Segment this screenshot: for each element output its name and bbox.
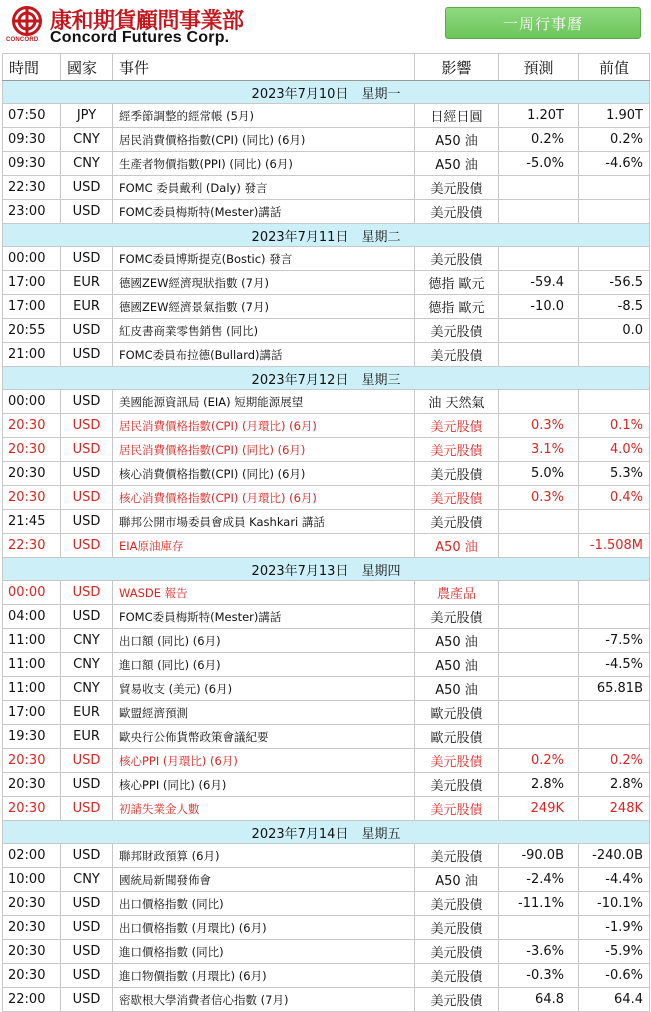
event-previous: 0.2% xyxy=(579,128,650,152)
event-forecast: 64.8 xyxy=(499,988,579,1012)
event-row xyxy=(3,725,650,749)
event-country: USD xyxy=(61,892,113,916)
header-previous: 前值 xyxy=(579,54,650,81)
event-row xyxy=(3,605,650,629)
event-previous xyxy=(579,176,650,200)
event-impact: 美元股債 xyxy=(415,916,499,940)
header-time: 時間 xyxy=(3,54,61,81)
event-previous: 0.0 xyxy=(579,319,650,343)
event-forecast: 2.8% xyxy=(499,773,579,797)
event-forecast xyxy=(499,247,579,271)
event-country: USD xyxy=(61,319,113,343)
event-country: USD xyxy=(61,773,113,797)
event-previous xyxy=(579,247,650,271)
event-impact: 日經日圓 xyxy=(415,104,499,128)
header-event: 事件 xyxy=(113,54,415,81)
event-previous: -56.5 xyxy=(579,271,650,295)
event-previous xyxy=(579,701,650,725)
event-name: 居民消費價格指數(CPI) (同比) (6月) xyxy=(113,128,415,152)
logo-subtext: CONCORD xyxy=(6,37,39,43)
event-forecast xyxy=(499,510,579,534)
header-country: 國家 xyxy=(61,54,113,81)
event-country: EUR xyxy=(61,701,113,725)
event-time: 21:45 xyxy=(3,510,61,534)
event-row xyxy=(3,152,650,176)
event-name: FOMC委員布拉德(Bullard)講話 xyxy=(113,343,415,367)
date-label: 2023年7月14日 星期五 xyxy=(3,821,650,844)
event-name: 核心PPI (月環比) (6月) xyxy=(113,749,415,773)
event-country: CNY xyxy=(61,152,113,176)
event-time: 07:50 xyxy=(3,104,61,128)
event-row xyxy=(3,271,650,295)
event-impact: 美元股債 xyxy=(415,964,499,988)
event-forecast xyxy=(499,343,579,367)
event-country: USD xyxy=(61,534,113,558)
event-row xyxy=(3,200,650,224)
event-country: USD xyxy=(61,964,113,988)
event-impact: 美元股債 xyxy=(415,773,499,797)
event-previous: -1.9% xyxy=(579,916,650,940)
event-previous: -4.6% xyxy=(579,152,650,176)
event-name: 德國ZEW經濟景氣指數 (7月) xyxy=(113,295,415,319)
event-impact: 美元股債 xyxy=(415,797,499,821)
event-impact: 美元股債 xyxy=(415,438,499,462)
event-row xyxy=(3,773,650,797)
event-time: 23:00 xyxy=(3,200,61,224)
event-previous: 2.8% xyxy=(579,773,650,797)
event-forecast xyxy=(499,701,579,725)
event-impact: 美元股債 xyxy=(415,462,499,486)
event-impact: 美元股債 xyxy=(415,510,499,534)
event-impact: 美元股債 xyxy=(415,319,499,343)
event-name: 德國ZEW經濟現狀指數 (7月) xyxy=(113,271,415,295)
event-name: 進口物價指數 (月環比) (6月) xyxy=(113,964,415,988)
event-previous xyxy=(579,343,650,367)
event-row xyxy=(3,844,650,868)
event-name: 美國能源資訊局 (EIA) 短期能源展望 xyxy=(113,390,415,414)
event-impact: 歐元股債 xyxy=(415,725,499,749)
event-name: 經季節調整的經常帳 (5月) xyxy=(113,104,415,128)
event-time: 20:30 xyxy=(3,940,61,964)
event-country: USD xyxy=(61,343,113,367)
event-country: USD xyxy=(61,988,113,1012)
event-country: CNY xyxy=(61,629,113,653)
event-time: 00:00 xyxy=(3,247,61,271)
event-row xyxy=(3,940,650,964)
event-row xyxy=(3,462,650,486)
event-country: USD xyxy=(61,486,113,510)
event-country: CNY xyxy=(61,653,113,677)
table-header-row xyxy=(3,54,650,81)
event-row xyxy=(3,247,650,271)
event-name: 出口價格指數 (月環比) (6月) xyxy=(113,916,415,940)
event-country: USD xyxy=(61,916,113,940)
event-forecast: -59.4 xyxy=(499,271,579,295)
event-previous: -0.6% xyxy=(579,964,650,988)
date-row xyxy=(3,81,650,104)
event-impact: A50 油 xyxy=(415,534,499,558)
event-time: 20:30 xyxy=(3,749,61,773)
event-impact: 美元股債 xyxy=(415,749,499,773)
date-row xyxy=(3,821,650,844)
event-row xyxy=(3,486,650,510)
event-forecast xyxy=(499,200,579,224)
event-name: 密歇根大學消費者信心指數 (7月) xyxy=(113,988,415,1012)
event-name: WASDE 報告 xyxy=(113,581,415,605)
page-header xyxy=(0,0,651,50)
event-impact: A50 油 xyxy=(415,629,499,653)
event-name: FOMC委員梅斯特(Mester)講話 xyxy=(113,605,415,629)
event-forecast xyxy=(499,534,579,558)
header-forecast: 預測 xyxy=(499,54,579,81)
event-previous: 4.0% xyxy=(579,438,650,462)
event-previous xyxy=(579,200,650,224)
event-name: 進口價格指數 (同比) xyxy=(113,940,415,964)
event-forecast: 0.3% xyxy=(499,414,579,438)
event-impact: 美元股債 xyxy=(415,940,499,964)
event-forecast: -2.4% xyxy=(499,868,579,892)
event-forecast xyxy=(499,605,579,629)
event-forecast xyxy=(499,916,579,940)
event-row xyxy=(3,629,650,653)
event-forecast: -11.1% xyxy=(499,892,579,916)
event-previous: 0.2% xyxy=(579,749,650,773)
event-previous: -4.5% xyxy=(579,653,650,677)
event-impact: 美元股債 xyxy=(415,605,499,629)
event-country: USD xyxy=(61,414,113,438)
event-previous xyxy=(579,390,650,414)
event-previous xyxy=(579,581,650,605)
event-country: USD xyxy=(61,940,113,964)
event-row xyxy=(3,176,650,200)
economic-calendar-table xyxy=(2,53,650,1012)
event-country: USD xyxy=(61,200,113,224)
date-row xyxy=(3,224,650,247)
event-impact: 美元股債 xyxy=(415,486,499,510)
event-time: 09:30 xyxy=(3,152,61,176)
event-forecast: -10.0 xyxy=(499,295,579,319)
event-time: 11:00 xyxy=(3,653,61,677)
event-time: 11:00 xyxy=(3,677,61,701)
event-country: USD xyxy=(61,605,113,629)
event-forecast xyxy=(499,653,579,677)
event-forecast: 249K xyxy=(499,797,579,821)
event-row xyxy=(3,868,650,892)
event-name: 核心PPI (同比) (6月) xyxy=(113,773,415,797)
event-time: 22:00 xyxy=(3,988,61,1012)
event-name: 核心消費價格指數(CPI) (同比) (6月) xyxy=(113,462,415,486)
event-forecast: -5.0% xyxy=(499,152,579,176)
event-country: CNY xyxy=(61,677,113,701)
event-impact: 美元股債 xyxy=(415,844,499,868)
event-row xyxy=(3,128,650,152)
event-impact: 油 天然氣 xyxy=(415,390,499,414)
event-forecast xyxy=(499,677,579,701)
calendar-body xyxy=(3,81,650,1012)
event-name: 初請失業金人數 xyxy=(113,797,415,821)
event-time: 00:00 xyxy=(3,390,61,414)
event-row xyxy=(3,104,650,128)
event-previous: 1.90T xyxy=(579,104,650,128)
event-forecast: 1.20T xyxy=(499,104,579,128)
event-name: 國統局新聞發佈會 xyxy=(113,868,415,892)
event-name: 居民消費價格指數(CPI) (同比) (6月) xyxy=(113,438,415,462)
event-impact: 美元股債 xyxy=(415,414,499,438)
event-time: 04:00 xyxy=(3,605,61,629)
event-previous: -10.1% xyxy=(579,892,650,916)
event-row xyxy=(3,749,650,773)
event-forecast: -90.0B xyxy=(499,844,579,868)
event-name: 聯邦財政預算 (6月) xyxy=(113,844,415,868)
event-row xyxy=(3,653,650,677)
event-time: 11:00 xyxy=(3,629,61,653)
event-time: 17:00 xyxy=(3,271,61,295)
event-impact: 美元股債 xyxy=(415,343,499,367)
event-previous: -1.508M xyxy=(579,534,650,558)
event-time: 17:00 xyxy=(3,295,61,319)
event-row xyxy=(3,677,650,701)
event-row xyxy=(3,438,650,462)
event-previous xyxy=(579,725,650,749)
event-forecast xyxy=(499,319,579,343)
event-time: 21:00 xyxy=(3,343,61,367)
event-forecast xyxy=(499,629,579,653)
event-row xyxy=(3,892,650,916)
event-impact: 美元股債 xyxy=(415,176,499,200)
event-name: 出口額 (同比) (6月) xyxy=(113,629,415,653)
event-forecast: 0.2% xyxy=(499,749,579,773)
event-time: 22:30 xyxy=(3,176,61,200)
event-row xyxy=(3,797,650,821)
event-name: 出口價格指數 (同比) xyxy=(113,892,415,916)
event-previous: -7.5% xyxy=(579,629,650,653)
company-name-cn: 康和期貨顧問事業部 xyxy=(50,9,244,34)
event-forecast: -0.3% xyxy=(499,964,579,988)
event-previous xyxy=(579,510,650,534)
event-time: 22:30 xyxy=(3,534,61,558)
event-name: 紅皮書商業零售銷售 (同比) xyxy=(113,319,415,343)
event-country: USD xyxy=(61,749,113,773)
event-name: 歐盟經濟預測 xyxy=(113,701,415,725)
event-time: 20:30 xyxy=(3,797,61,821)
event-forecast xyxy=(499,581,579,605)
event-time: 20:30 xyxy=(3,964,61,988)
weekly-calendar-button[interactable]: 一周行事曆 xyxy=(445,7,641,39)
event-impact: A50 油 xyxy=(415,868,499,892)
concord-logo-icon xyxy=(12,6,42,36)
event-row xyxy=(3,319,650,343)
event-time: 19:30 xyxy=(3,725,61,749)
event-row xyxy=(3,916,650,940)
event-forecast xyxy=(499,176,579,200)
event-country: EUR xyxy=(61,725,113,749)
event-name: 聯邦公開市場委員會成員 Kashkari 講話 xyxy=(113,510,415,534)
event-time: 20:30 xyxy=(3,486,61,510)
event-time: 20:30 xyxy=(3,414,61,438)
event-row xyxy=(3,414,650,438)
event-name: 居民消費價格指數(CPI) (月環比) (6月) xyxy=(113,414,415,438)
date-label: 2023年7月10日 星期一 xyxy=(3,81,650,104)
event-impact: 歐元股債 xyxy=(415,701,499,725)
event-country: USD xyxy=(61,510,113,534)
event-impact: 美元股債 xyxy=(415,247,499,271)
event-previous: 248K xyxy=(579,797,650,821)
event-previous: 0.1% xyxy=(579,414,650,438)
event-time: 09:30 xyxy=(3,128,61,152)
event-row xyxy=(3,964,650,988)
event-previous: -5.9% xyxy=(579,940,650,964)
event-name: 貿易收支 (美元) (6月) xyxy=(113,677,415,701)
event-time: 10:00 xyxy=(3,868,61,892)
event-row xyxy=(3,701,650,725)
event-impact: 美元股債 xyxy=(415,200,499,224)
event-country: USD xyxy=(61,247,113,271)
event-country: USD xyxy=(61,844,113,868)
event-previous: 64.4 xyxy=(579,988,650,1012)
event-country: USD xyxy=(61,797,113,821)
company-name-en: Concord Futures Corp. xyxy=(50,29,230,46)
event-impact: 美元股債 xyxy=(415,988,499,1012)
event-impact: 農產品 xyxy=(415,581,499,605)
date-row xyxy=(3,367,650,390)
event-forecast: 0.3% xyxy=(499,486,579,510)
event-row xyxy=(3,343,650,367)
event-previous xyxy=(579,605,650,629)
event-time: 17:00 xyxy=(3,701,61,725)
event-previous: 65.81B xyxy=(579,677,650,701)
event-time: 20:55 xyxy=(3,319,61,343)
date-label: 2023年7月13日 星期四 xyxy=(3,558,650,581)
event-time: 00:00 xyxy=(3,581,61,605)
event-country: USD xyxy=(61,581,113,605)
date-label: 2023年7月12日 星期三 xyxy=(3,367,650,390)
event-country: USD xyxy=(61,390,113,414)
event-time: 20:30 xyxy=(3,773,61,797)
event-previous: -4.4% xyxy=(579,868,650,892)
event-row xyxy=(3,295,650,319)
event-forecast xyxy=(499,390,579,414)
event-forecast: 5.0% xyxy=(499,462,579,486)
event-name: 生產者物價指數(PPI) (同比) (6月) xyxy=(113,152,415,176)
event-name: FOMC委員博斯提克(Bostic) 發言 xyxy=(113,247,415,271)
event-row xyxy=(3,988,650,1012)
event-name: 歐央行公佈貨幣政策會議紀要 xyxy=(113,725,415,749)
event-previous: 5.3% xyxy=(579,462,650,486)
event-impact: A50 油 xyxy=(415,653,499,677)
event-time: 02:00 xyxy=(3,844,61,868)
event-country: JPY xyxy=(61,104,113,128)
event-time: 20:30 xyxy=(3,916,61,940)
event-time: 20:30 xyxy=(3,462,61,486)
event-country: EUR xyxy=(61,295,113,319)
event-impact: 德指 歐元 xyxy=(415,271,499,295)
event-country: CNY xyxy=(61,128,113,152)
date-row xyxy=(3,558,650,581)
event-time: 20:30 xyxy=(3,438,61,462)
event-country: USD xyxy=(61,176,113,200)
event-impact: A50 油 xyxy=(415,128,499,152)
date-label: 2023年7月11日 星期二 xyxy=(3,224,650,247)
event-time: 20:30 xyxy=(3,892,61,916)
event-impact: A50 油 xyxy=(415,677,499,701)
event-country: USD xyxy=(61,462,113,486)
event-forecast xyxy=(499,725,579,749)
event-impact: 德指 歐元 xyxy=(415,295,499,319)
event-name: 進口額 (同比) (6月) xyxy=(113,653,415,677)
event-row xyxy=(3,534,650,558)
event-country: USD xyxy=(61,438,113,462)
event-name: EIA原油庫存 xyxy=(113,534,415,558)
event-previous: -240.0B xyxy=(579,844,650,868)
event-forecast: 0.2% xyxy=(499,128,579,152)
event-previous: 0.4% xyxy=(579,486,650,510)
event-forecast: 3.1% xyxy=(499,438,579,462)
header-impact: 影響 xyxy=(415,54,499,81)
event-impact: 美元股債 xyxy=(415,892,499,916)
event-row xyxy=(3,510,650,534)
event-name: 核心消費價格指數(CPI) (月環比) (6月) xyxy=(113,486,415,510)
event-name: FOMC委員梅斯特(Mester)講話 xyxy=(113,200,415,224)
event-row xyxy=(3,390,650,414)
event-country: CNY xyxy=(61,868,113,892)
event-country: EUR xyxy=(61,271,113,295)
event-impact: A50 油 xyxy=(415,152,499,176)
company-logo xyxy=(6,4,266,46)
event-previous: -8.5 xyxy=(579,295,650,319)
event-row xyxy=(3,581,650,605)
event-forecast: -3.6% xyxy=(499,940,579,964)
event-name: FOMC 委員戴利 (Daly) 發言 xyxy=(113,176,415,200)
